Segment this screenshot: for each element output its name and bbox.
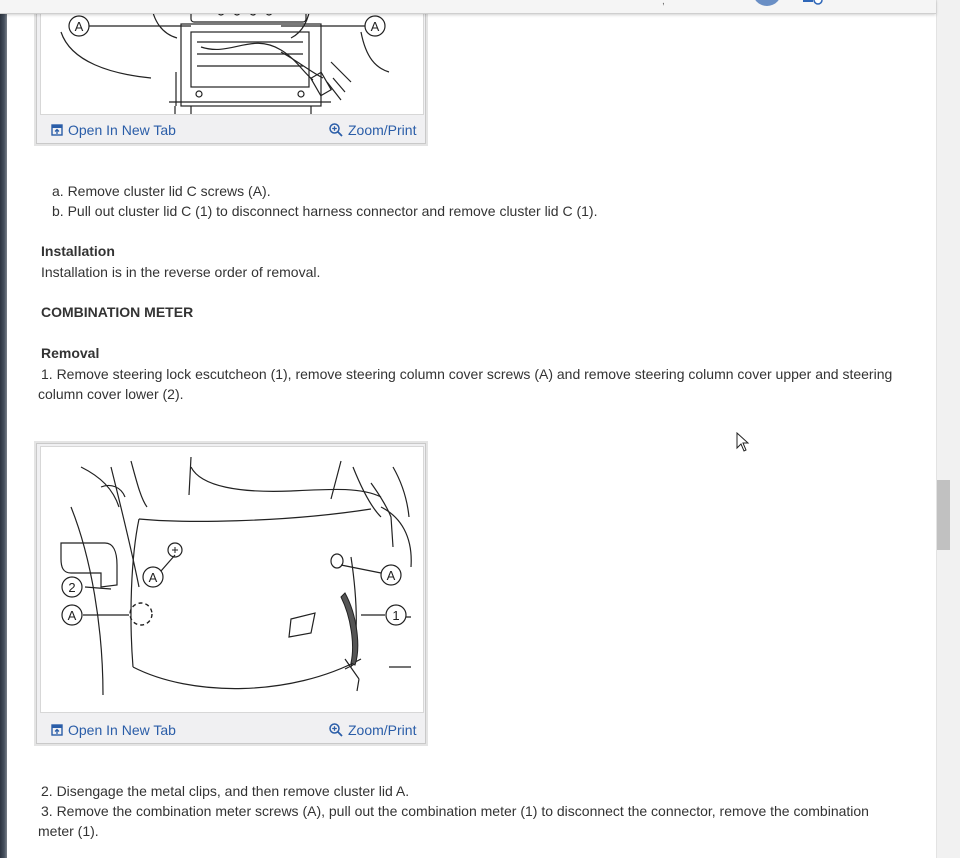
step-3-line2: meter (1).	[38, 823, 99, 839]
installation-text: Installation is in the reverse order of removal.	[41, 264, 321, 280]
removal-step1-line1: 1. Remove steering lock escutcheon (1), remove steering column cover screws (A) and remove steering column cover upper and steering	[41, 366, 893, 382]
figure-image[interactable]	[40, 446, 424, 713]
callout-2-column-cover-lower: 2	[68, 580, 76, 595]
removal-heading: Removal	[41, 345, 100, 361]
step-b: b. Pull out cluster lid C (1) to disconnect harness connector and remove cluster lid C (1).	[52, 203, 598, 219]
zoom-print-link[interactable]	[329, 722, 416, 738]
notification-icon[interactable]	[803, 0, 823, 6]
open-in-new-tab-link[interactable]	[51, 722, 176, 738]
open-in-new-tab-link[interactable]	[51, 122, 176, 138]
user-avatar[interactable]	[752, 0, 782, 6]
callout-a-left: A	[74, 19, 84, 34]
figure-image[interactable]	[40, 1, 424, 115]
zoom-print-label: Zoom/Print	[348, 122, 417, 138]
figure-steering-column	[36, 443, 426, 744]
callout-a-screw-left: A	[148, 570, 158, 585]
zoom-print-label: Zoom/Print	[348, 722, 417, 738]
removal-step1-line2: column cover lower (2).	[38, 386, 184, 402]
zoom-print-link[interactable]	[329, 122, 416, 138]
open-new-tab-icon	[51, 124, 63, 136]
callout-a-screw-right: A	[386, 568, 396, 583]
top-toolbar	[0, 0, 936, 14]
figure-footer	[37, 117, 425, 143]
cluster-lid-diagram	[41, 2, 423, 114]
steering-column-diagram	[41, 447, 423, 712]
figure-footer	[37, 717, 425, 743]
callout-1-escutcheon: 1	[392, 608, 400, 623]
open-new-tab-icon	[51, 724, 63, 736]
step-3-line1: 3. Remove the combination meter screws (A), pull out the combination meter (1) to disconnect the connector, remove the combination	[41, 803, 869, 819]
zoom-in-icon	[329, 723, 343, 737]
step-2: 2. Disengage the metal clips, and then remove cluster lid A.	[41, 783, 410, 799]
zoom-in-icon	[329, 123, 343, 137]
scrollbar-thumb[interactable]	[937, 480, 950, 550]
section-title: COMBINATION METER	[41, 304, 194, 320]
figure-cluster-lid	[36, 0, 426, 144]
open-in-new-tab-label: Open In New Tab	[68, 122, 176, 138]
mouse-pointer-icon	[736, 432, 750, 452]
background-window-edge	[0, 0, 7, 858]
open-in-new-tab-label: Open In New Tab	[68, 722, 176, 738]
toolbar-mark: ,	[662, 0, 665, 7]
scrollbar-track[interactable]	[936, 0, 960, 858]
step-a: a. Remove cluster lid C screws (A).	[52, 183, 271, 199]
callout-a-right: A	[370, 19, 380, 34]
callout-a-screw-lower: A	[67, 608, 77, 623]
installation-heading: Installation	[41, 243, 115, 259]
